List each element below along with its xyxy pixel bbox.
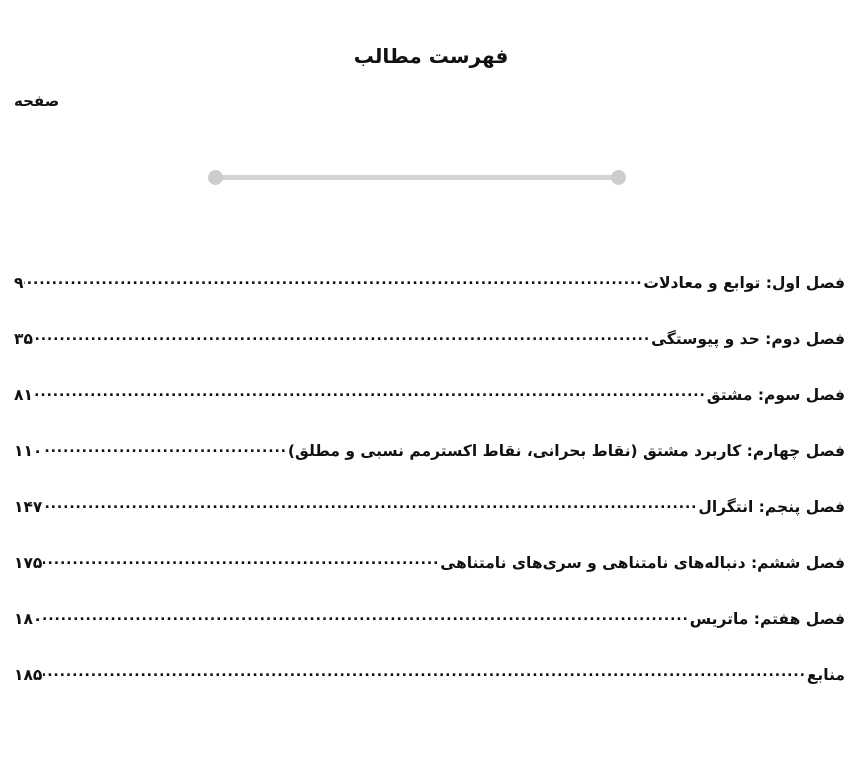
toc-leader-dots [43,608,688,624]
toc-entry-title: فصل اول: توابع و معادلات [643,273,845,292]
toc-entry-title: فصل دوم: حد و پیوستگی [651,329,845,348]
slider-track[interactable] [216,175,618,180]
toc-entry[interactable] [0,440,862,496]
toc-leader-dots [43,496,697,512]
toc-entry[interactable] [0,664,862,720]
toc-entry-page-number: ۱۸۰ [14,609,43,628]
toc-entry[interactable] [0,552,862,608]
toc-entry-page-number: ۱۷۵ [14,553,43,572]
toc-entry-page-number: ۹ [14,273,24,292]
slider-handle-min[interactable] [208,170,223,185]
toc-entry-page-number: ۱۱۰ [14,441,43,460]
toc-leader-dots [43,440,287,456]
toc-entry-title: فصل چهارم: کاربرد مشتق (نقاط بحرانی، نقاط اکسترمم نسبی و مطلق) [287,441,845,460]
toc-leader-dots [43,664,805,680]
toc-entry[interactable] [0,272,862,328]
table-of-contents [0,272,862,720]
toc-leader-dots [34,328,650,344]
toc-entry[interactable] [0,608,862,664]
page-range-slider[interactable] [208,168,626,188]
toc-entry-title: فصل پنجم: انتگرال [698,497,845,516]
toc-entry[interactable] [0,328,862,384]
toc-entry-page-number: ۸۱ [14,385,33,404]
toc-entry-title: فصل ششم: دنباله‌های نامتناهی و سری‌های نامتناهی [440,553,845,572]
toc-entry-title: منابع [806,665,845,684]
toc-entry[interactable] [0,496,862,552]
toc-entry-page-number: ۱۸۵ [14,665,43,684]
toc-entry-page-number: ۱۴۷ [14,497,43,516]
toc-entry-title: فصل سوم: مشتق [706,385,845,404]
page-column-label: صفحه [14,92,60,110]
toc-entry-title: فصل هفتم: ماتریس [689,609,845,628]
slider-handle-max[interactable] [611,170,626,185]
toc-leader-dots [34,384,706,400]
toc-entry-page-number: ۳۵ [14,329,33,348]
toc-leader-dots [43,552,439,568]
toc-entry[interactable] [0,384,862,440]
page-title: فهرست مطالب [353,44,509,68]
toc-leader-dots [24,272,642,288]
